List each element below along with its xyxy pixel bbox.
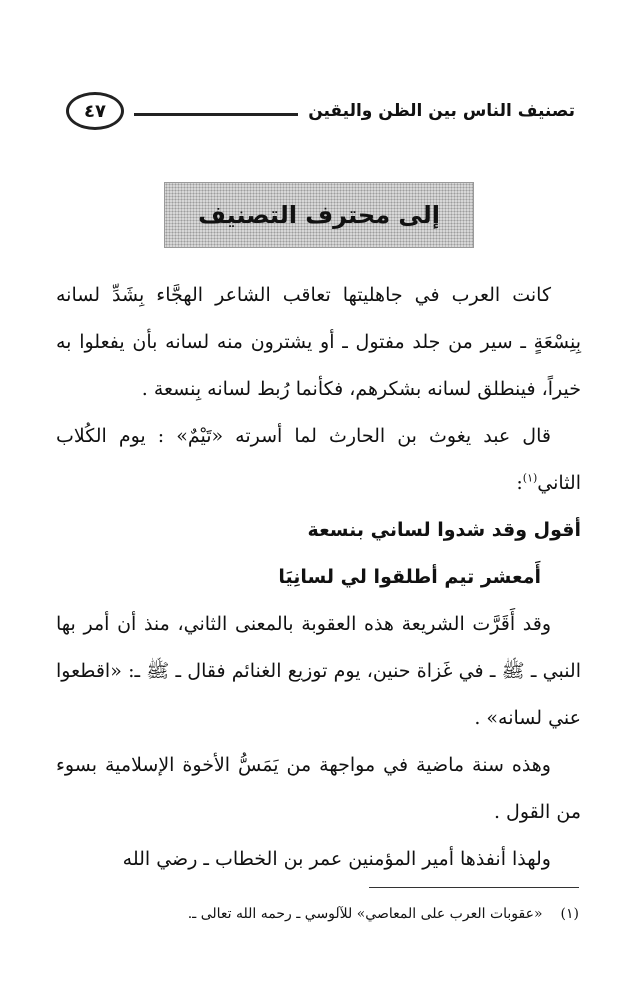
paragraph-5: ولهذا أنفذها أمير المؤمنين عمر بن الخطاب ـ رضي الله	[122, 848, 551, 870]
chapter-title: إلى محترف التصنيف	[198, 201, 440, 229]
verse-line-1: أقول وقد شدوا لساني بنسعة	[307, 519, 581, 541]
footnote-number: (١)	[560, 906, 579, 922]
paragraph-3: وقد أَقَرَّت الشريعة هذه العقوبة بالمعنى الثاني، منذ أن أمر بها النبي ـ ﷺ ـ في غَزاة حنين، يوم توزيع الغنائم فقال ـ ﷺ ـ: «اقطعوا عني لسانه» .	[56, 613, 581, 729]
paragraph-1: كانت العرب في جاهليتها تعاقب الشاعر الهجَّاء بِشَدِّ لسانه بِنِسْعَةٍ ـ سير من جلد مفتول ـ أو يشترون منه لسانه بأن يفعلوا به خيراً، فينطلق لسانه بشكرهم، فكأنما رُبط لسانه بِنسعة .	[56, 284, 581, 400]
footnote	[56, 902, 579, 926]
body-text	[56, 272, 581, 883]
running-title: تصنيف الناس بين الظن واليقين	[308, 101, 575, 121]
chapter-heading-box	[164, 182, 474, 248]
paragraph-4: وهذه سنة ماضية في مواجهة من يَمَسُّ الأخوة الإسلامية بسوء من القول .	[56, 754, 581, 823]
paragraph-2-text: قال عبد يغوث بن الحارث لما أسرته «تَيْمٌ» : يوم الكُلاب الثاني	[56, 425, 581, 494]
footnote-text: «عقوبات العرب على المعاصي» للآلوسي ـ رحمه الله تعالى ـ.	[187, 906, 543, 922]
paragraph-2-colon: :	[516, 472, 523, 494]
page-number: ٤٧	[66, 92, 124, 130]
footnote-reference: (١)	[522, 471, 538, 485]
footnote-divider	[369, 887, 579, 888]
header-rule	[134, 113, 298, 116]
running-header	[66, 90, 575, 132]
paragraph-2	[56, 413, 581, 507]
verse-line-2: أَمعشر تيم أطلقوا لي لسانِيَا	[278, 566, 541, 588]
